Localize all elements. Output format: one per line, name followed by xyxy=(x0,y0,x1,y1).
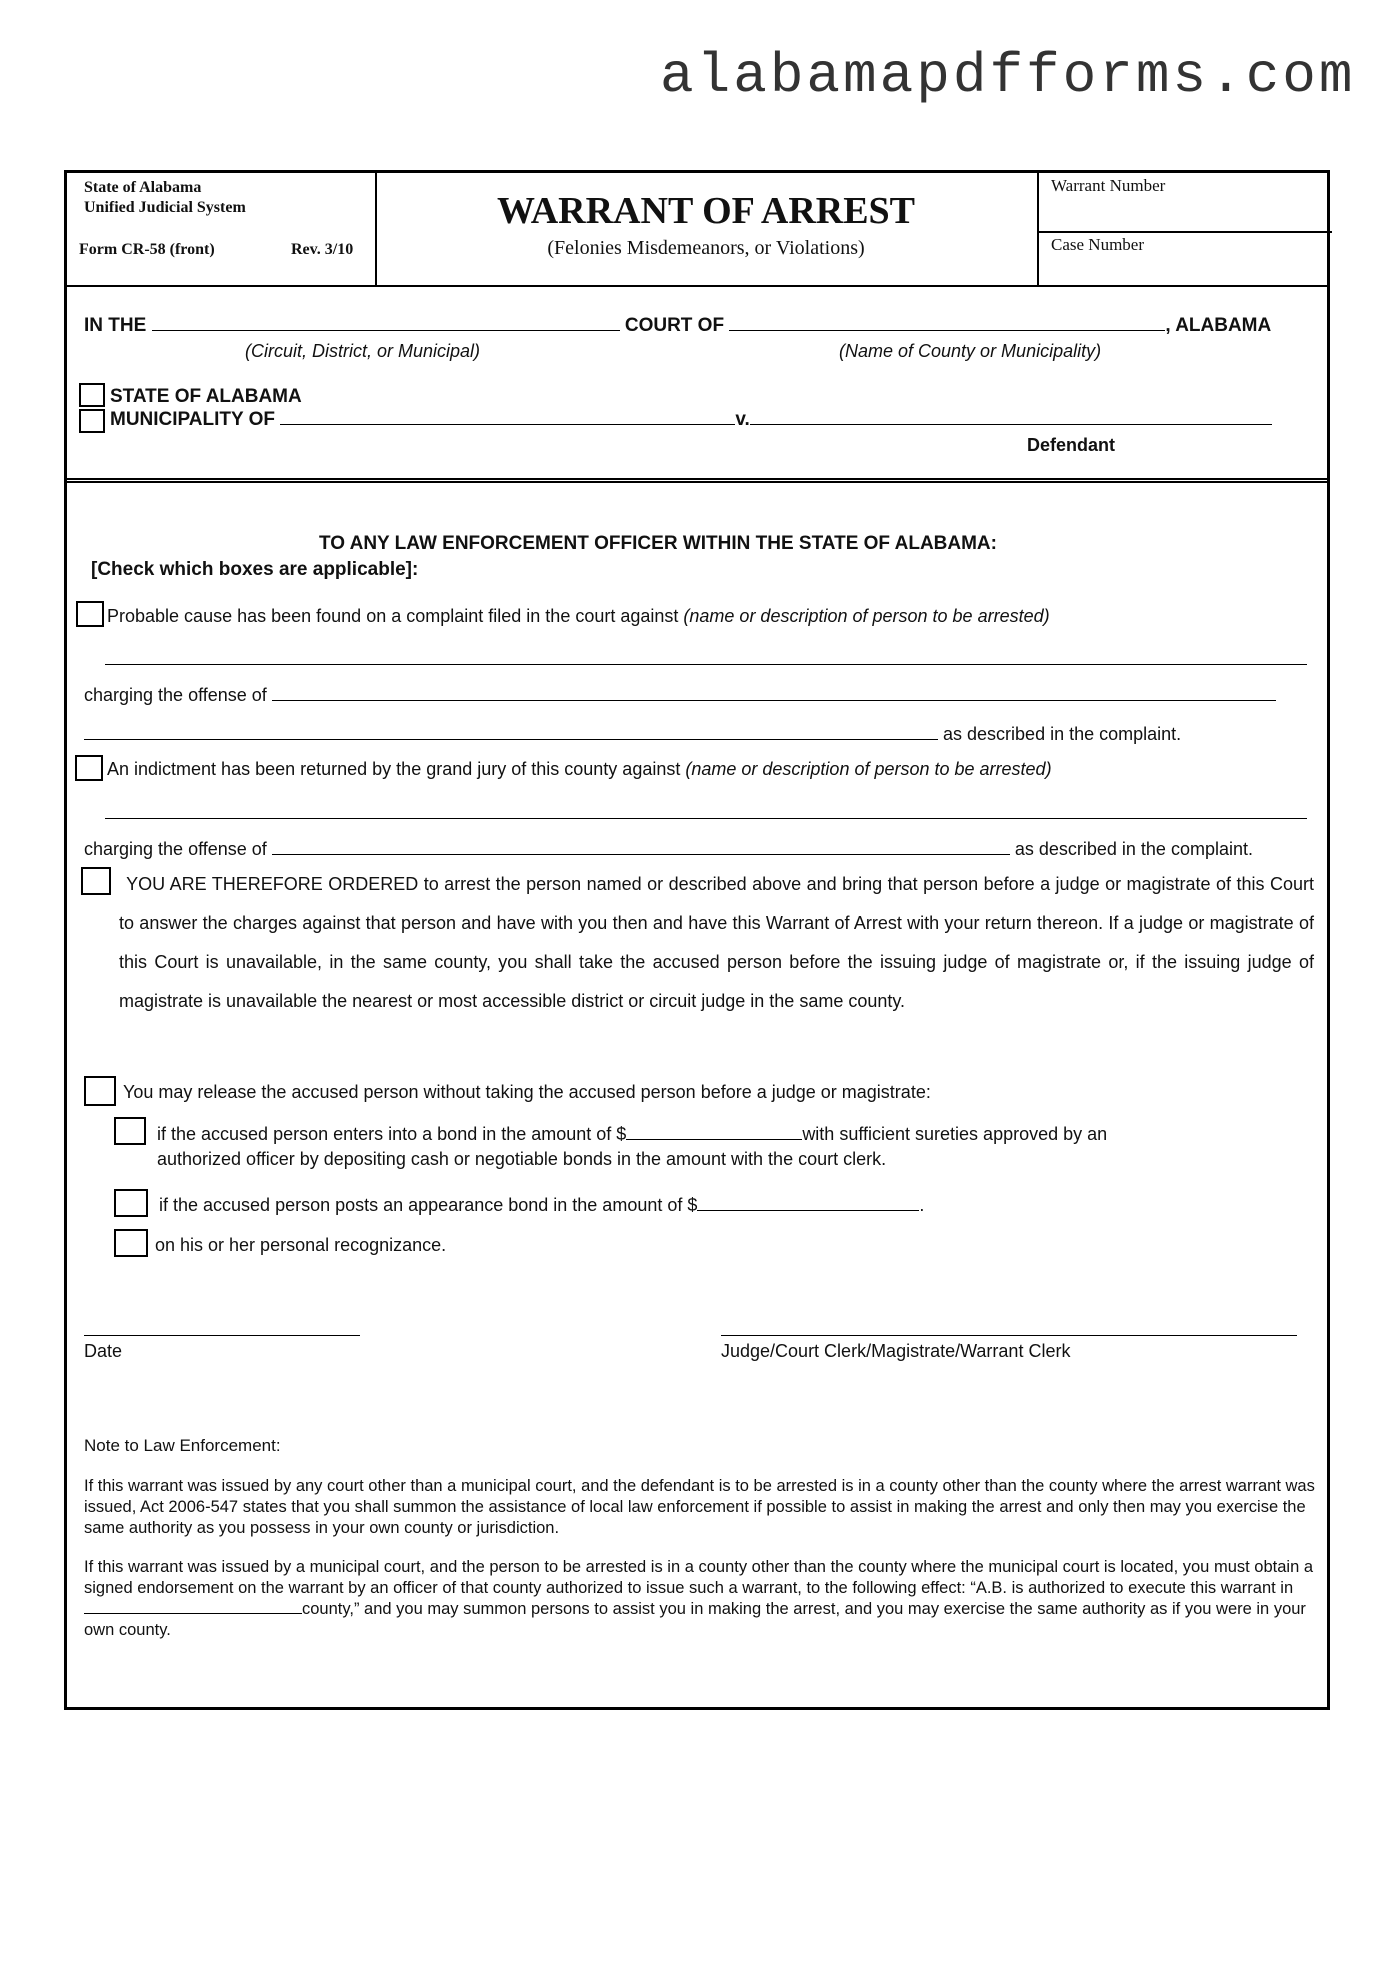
as-described-2: as described in the complaint. xyxy=(1014,839,1253,859)
probable-cause-text: Probable cause has been found on a complaint filed in the court against xyxy=(107,606,679,626)
release-checkbox[interactable] xyxy=(84,1076,116,1106)
form-revision: Rev. 3/10 xyxy=(291,241,354,258)
note-title: Note to Law Enforcement: xyxy=(84,1436,281,1455)
court-type-field[interactable] xyxy=(152,330,620,331)
county-field[interactable] xyxy=(729,330,1165,331)
bond-checkbox[interactable] xyxy=(114,1117,146,1145)
note-paragraph-1: If this warrant was issued by any court other than a municipal court, and the defendant is to be arrested is in a county other than the county where the arrest warrant was issued, Act 2006-547 states that you shall summon the assistance of local law enforcement if possible to assist in making the arrest and only then may you exercise the same authority as you possess in your own county or jurisdiction. xyxy=(84,1477,1315,1537)
indictment-person-field[interactable] xyxy=(105,818,1307,819)
court-of-label: COURT OF xyxy=(624,315,725,336)
warrant-number-label: Warrant Number xyxy=(1051,176,1166,195)
note-paragraph-2 xyxy=(84,1557,1322,1641)
ordered-checkbox[interactable] xyxy=(81,867,111,895)
indictment-person-hint: (name or description of person to be arrested) xyxy=(685,759,1052,779)
offense-field-1b[interactable] xyxy=(84,739,938,740)
form-identity xyxy=(67,173,377,285)
orders-heading: TO ANY LAW ENFORCEMENT OFFICER WITHIN THE STATE OF ALABAMA: xyxy=(319,533,997,554)
appearance-text-b: . xyxy=(919,1195,925,1215)
note-p2-text-a: If this warrant was issued by a municipal court, and the person to be arrested is in a county other than the county where the municipal court is located, you must obtain a signed endorsement on the warrant by an officer of that county authorized to issue such a warrant, to the following effect: “A.B. is authorized to execute this warrant in xyxy=(84,1558,1314,1597)
bond-text-a: if the accused person enters into a bond in the amount of $ xyxy=(157,1124,627,1144)
site-watermark: alabamapdfforms.com xyxy=(660,44,1356,108)
judge-signature-field[interactable] xyxy=(721,1335,1297,1336)
municipality-field[interactable] xyxy=(280,424,735,425)
number-block xyxy=(1037,173,1332,285)
bond-text-c: authorized officer by depositing cash or negotiable bonds in the amount with the court clerk. xyxy=(157,1149,887,1169)
recognizance-text: on his or her personal recognizance. xyxy=(155,1235,447,1255)
in-the-label: IN THE xyxy=(84,315,147,336)
date-field[interactable] xyxy=(84,1335,360,1336)
title-block xyxy=(377,173,1035,285)
form-title: WARRANT OF ARREST xyxy=(496,190,916,232)
case-number-label: Case Number xyxy=(1051,235,1145,254)
county-hint: (Name of County or Municipality) xyxy=(839,341,1102,361)
defendant-field[interactable] xyxy=(750,424,1272,425)
ordered-text: YOU ARE THEREFORE ORDERED to arrest the person named or described above and bring that person before a judge or magistrate of this Court to answer the charges against that person and have with you then and have this Warrant of Arrest with your return thereon. If a judge or magistrate of this Court is unavailable, in the same county, you shall take the accused person before the issuing judge of magistrate or, if the issuing judge of magistrate is unavailable the nearest or most accessible district or circuit judge in the same county. xyxy=(119,874,1314,1011)
indictment-text: An indictment has been returned by the grand jury of this county against xyxy=(107,759,681,779)
offense-field-1a[interactable] xyxy=(272,700,1276,701)
appearance-amount-field[interactable] xyxy=(697,1210,919,1211)
state-of-alabama-checkbox[interactable] xyxy=(79,383,105,407)
charging-label-2: charging the offense of xyxy=(84,839,267,859)
form-subtitle: (Felonies Misdemeanors, or Violations) xyxy=(547,237,865,259)
state-name: State of Alabama xyxy=(84,179,202,196)
note-p2-text-b: county,” and you may summon persons to assist you in making the arrest, and you may exercise the same authority as if you were in your own county. xyxy=(84,1600,1306,1639)
court-type-hint: (Circuit, District, or Municipal) xyxy=(245,341,481,361)
court-section xyxy=(67,285,1327,483)
check-instruction: [Check which boxes are applicable]: xyxy=(91,559,419,580)
offense-field-2[interactable] xyxy=(272,854,1010,855)
defendant-label: Defendant xyxy=(1027,435,1116,455)
date-label: Date xyxy=(84,1341,123,1361)
bond-text-b: with sufficient sureties approved by an xyxy=(802,1124,1108,1144)
versus-label: v. xyxy=(735,409,750,430)
appearance-text-a: if the accused person posts an appearance bond in the amount of $ xyxy=(159,1195,698,1215)
form-id: Form CR-58 (front) xyxy=(79,241,215,258)
municipality-checkbox[interactable] xyxy=(79,409,105,433)
as-described-1: as described in the complaint. xyxy=(943,724,1182,744)
probable-cause-checkbox[interactable] xyxy=(76,601,104,627)
alabama-label: , ALABAMA xyxy=(1165,315,1272,336)
probable-cause-person-field[interactable] xyxy=(105,664,1307,665)
state-option-label: STATE OF ALABAMA xyxy=(110,386,302,407)
county-endorsement-field[interactable] xyxy=(84,1613,302,1614)
form-header xyxy=(67,173,1327,287)
judicial-system: Unified Judicial System xyxy=(84,199,246,216)
warrant-form xyxy=(64,170,1330,1710)
recognizance-checkbox[interactable] xyxy=(114,1229,148,1257)
appearance-bond-checkbox[interactable] xyxy=(114,1189,148,1217)
municipality-option-label: MUNICIPALITY OF xyxy=(110,409,276,430)
bond-amount-field[interactable] xyxy=(626,1139,802,1140)
probable-cause-person-hint: (name or description of person to be arrested) xyxy=(683,606,1050,626)
charging-label-1: charging the offense of xyxy=(84,685,267,705)
release-text: You may release the accused person without taking the accused person before a judge or magistrate: xyxy=(123,1082,931,1102)
indictment-checkbox[interactable] xyxy=(75,755,103,781)
judge-label: Judge/Court Clerk/Magistrate/Warrant Clerk xyxy=(721,1341,1071,1361)
